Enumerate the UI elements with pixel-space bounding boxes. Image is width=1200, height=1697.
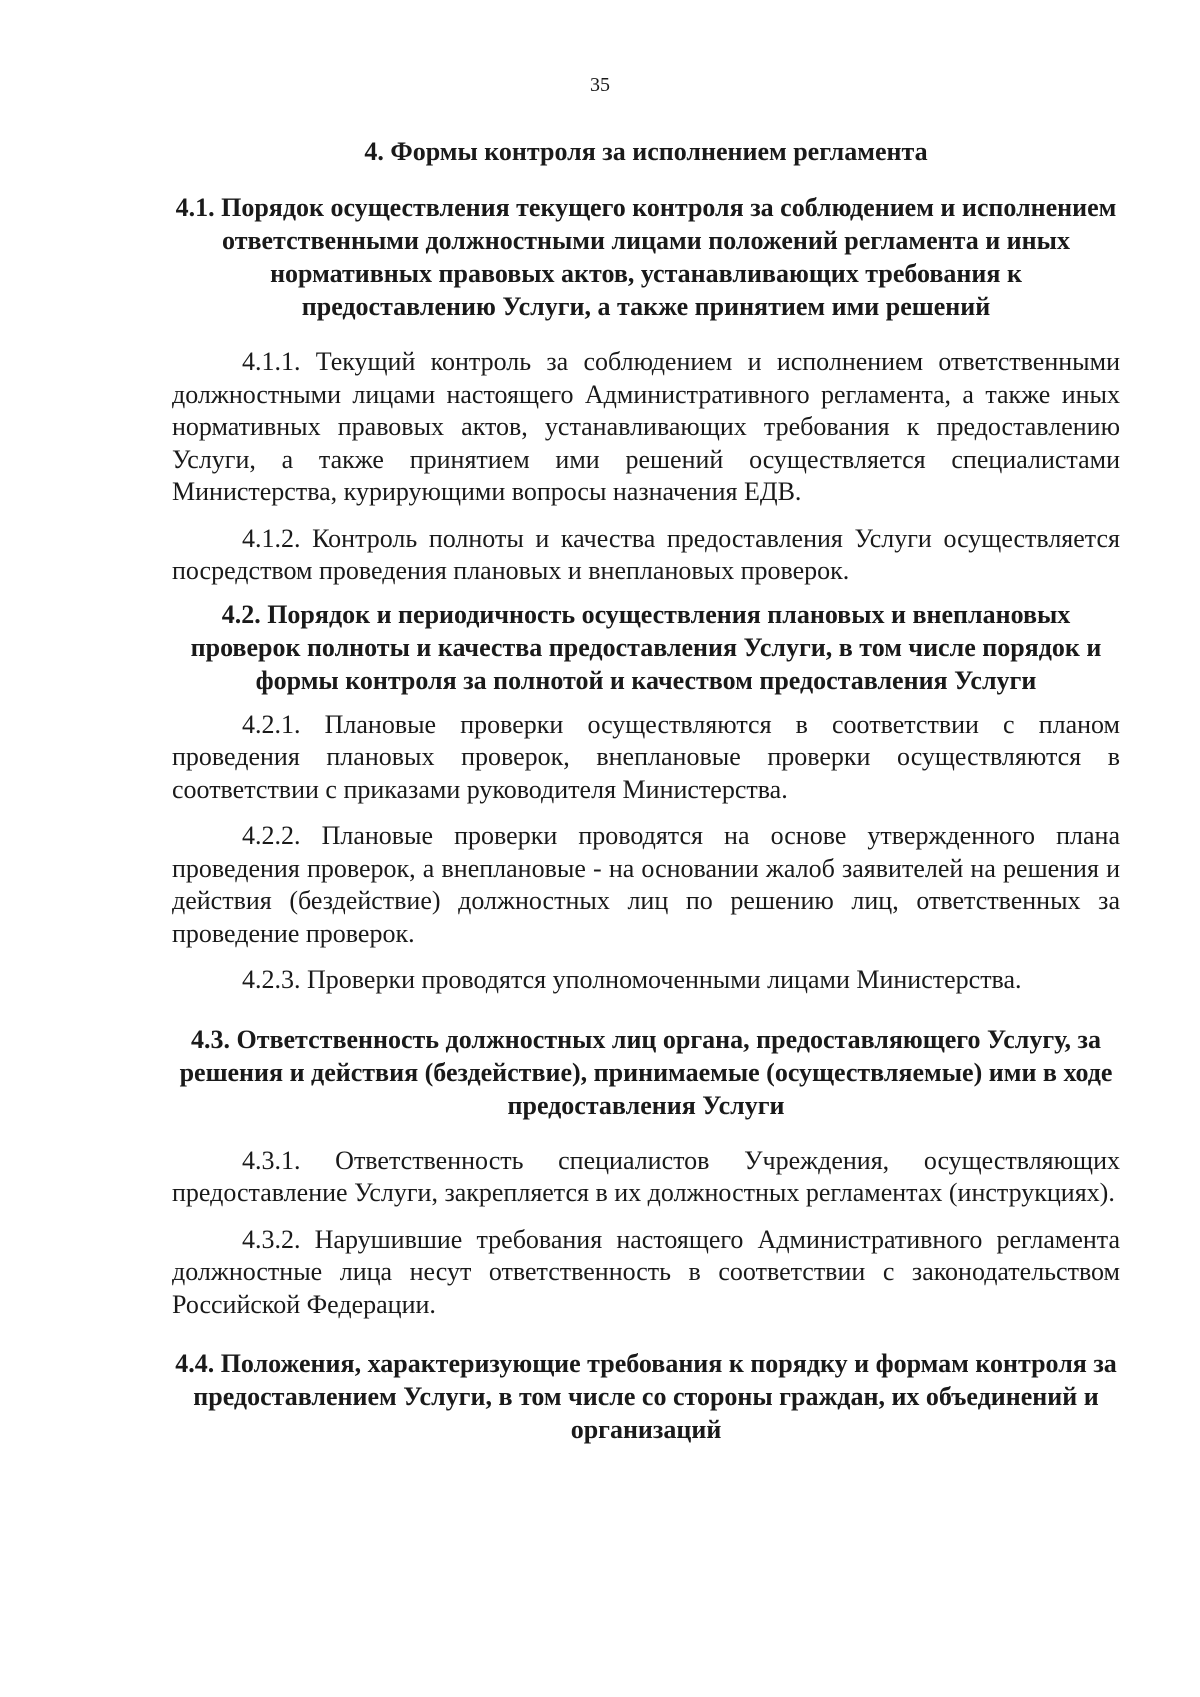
paragraph-4-2-2: 4.2.2. Плановые проверки проводятся на основе утвержденного плана проведения проверок, а внеплановые - на основании жалоб заявителей на решения и действия (бездействие) должностных лиц по решению лиц, ответственных за проведение проверок. bbox=[172, 821, 1120, 948]
document-body bbox=[172, 135, 1120, 1446]
section-title: 4. Формы контроля за исполнением регламента bbox=[364, 137, 928, 166]
paragraph-4-3-2: 4.3.2. Нарушившие требования настоящего Административного регламента должностные лица несут ответственность в соответствии с законодательством Российской Федерации. bbox=[172, 1224, 1120, 1319]
paragraph-4-2-1: 4.2.1. Плановые проверки осуществляются в соответствии с планом проведения плановых проверок, внеплановые проверки осуществляются в соответствии с приказами руководителя Министерства. bbox=[172, 709, 1120, 804]
subsection-title-4-3: 4.3. Ответственность должностных лиц органа, предоставляющего Услугу, за решения и действия (бездействие), принимаемые (осуществляемые) ими в ходе предоставления Услуги bbox=[179, 1024, 1113, 1120]
paragraph-4-2-3: 4.2.3. Проверки проводятся уполномоченными лицами Министерства. bbox=[242, 965, 1022, 994]
paragraph-4-1-2: 4.1.2. Контроль полноты и качества предоставления Услуги осуществляется посредством проведения плановых и внеплановых проверок. bbox=[172, 523, 1120, 585]
subsection-title-4-2: 4.2. Порядок и периодичность осуществления плановых и внеплановых проверок полноты и качества предоставления Услуги, в том числе порядок и формы контроля за полнотой и качеством предоставления Услуги bbox=[190, 599, 1102, 695]
subsection-title-4-1: 4.1. Порядок осуществления текущего контроля за соблюдением и исполнением ответственными должностными лицами положений регламента и иных нормативных правовых актов, устанавливающих требования к предоставлению Услуги, а также принятием ими решений bbox=[175, 193, 1117, 321]
paragraph-4-1-1: 4.1.1. Текущий контроль за соблюдением и исполнением ответственными должностными лицами настоящего Административного регламента, а также иных нормативных правовых актов, устанавливающих требования к предоставлению Услуги, а также принятием ими решений осуществляется специалистами Министерства, курирующими вопросы назначения ЕДВ. bbox=[172, 347, 1120, 506]
subsection-title-4-4: 4.4. Положения, характеризующие требования к порядку и формам контроля за предоставлением Услуги, в том числе со стороны граждан, их объединений и организаций bbox=[175, 1349, 1117, 1444]
paragraph-4-3-1: 4.3.1. Ответственность специалистов Учреждения, осуществляющих предоставление Услуги, закрепляется в их должностных регламентах (инструкциях). bbox=[172, 1145, 1120, 1207]
page-number: 35 bbox=[590, 74, 610, 96]
